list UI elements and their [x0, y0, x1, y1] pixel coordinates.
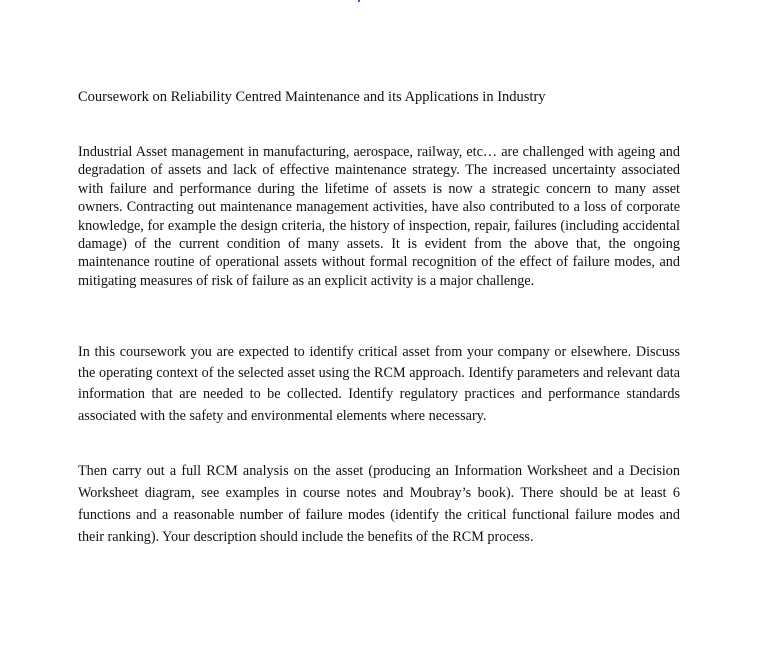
- paragraph-task: In this coursework you are expected to identify critical asset from your company or elsewhere. Discuss the operating context of the selected asset using the RCM approach. Identify parameters and relevant data information that are needed to be collected. Identify regulatory practices and performance standards associated with the safety and environmental elements where necessary.: [78, 344, 680, 424]
- document-title: Coursework on Reliability Centred Maintenance and its Applications in Industry: [78, 89, 546, 105]
- paragraph-introduction: Industrial Asset management in manufacturing, aerospace, railway, etc… are challenged with ageing and degradation of assets and lack of effective maintenance strategy. The increased uncertainty associated with failure and performance during the lifetime of assets is now a strategic concern to many asset owners. Contracting out maintenance management activities, have also contributed to a loss of corporate knowledge, for example the design criteria, the history of inspection, repair, failures (including accidental damage) of the current condition of many assets. It is evident from the above that, the ongoing maintenance routine of operational assets without formal recognition of the effect of failure modes, and mitigating measures of risk of failure as an explicit activity is a major challenge.: [78, 144, 680, 289]
- paragraph-analysis: Then carry out a full RCM analysis on the asset (producing an Information Worksheet and a Decision Worksheet diagram, see examples in course notes and Moubray’s book). There should be at least 6 functions and a reasonable number of failure modes (identify the critical functional failure modes and their ranking). Your description should include the benefits of the RCM process.: [78, 463, 680, 545]
- cursor-dot: [358, 0, 360, 2]
